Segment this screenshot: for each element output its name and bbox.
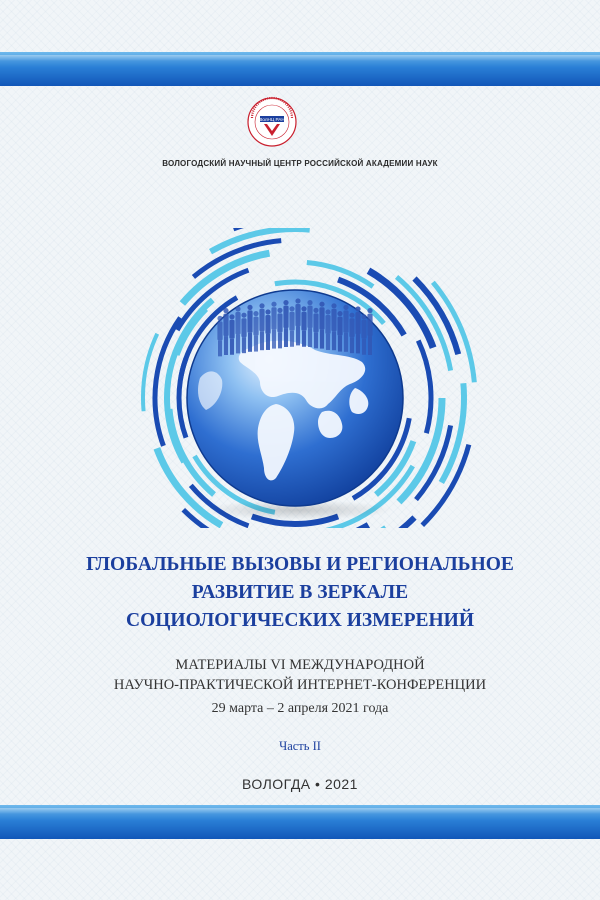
title-line: РАЗВИТИЕ В ЗЕРКАЛЕ	[191, 582, 409, 603]
subtitle-line: МАТЕРИАЛЫ VI МЕЖДУНАРОДНОЙ	[175, 657, 425, 673]
person-silhouette	[355, 306, 360, 353]
person-silhouette	[367, 308, 372, 355]
person-silhouette	[301, 306, 306, 347]
top-decorative-band	[0, 52, 600, 86]
arc-segment	[399, 398, 442, 502]
person-silhouette	[319, 302, 324, 349]
person-silhouette	[265, 309, 270, 350]
person-silhouette	[283, 300, 288, 347]
person-silhouette	[235, 306, 240, 353]
person-silhouette	[259, 303, 264, 350]
person-silhouette	[277, 308, 282, 349]
logo-text: ВолНЦ РАН	[259, 117, 285, 122]
globe-illustration	[100, 228, 500, 528]
person-silhouette	[343, 305, 348, 352]
person-silhouette	[241, 313, 246, 354]
person-silhouette	[271, 302, 276, 349]
person-silhouette	[331, 303, 336, 350]
person-silhouette	[253, 311, 258, 352]
person-silhouette	[307, 300, 312, 347]
book-title	[0, 551, 600, 635]
conference-dates: 29 марта – 2 апреля 2021 года	[211, 701, 389, 716]
subtitle-line: НАУЧНО-ПРАКТИЧЕСКОЙ ИНТЕРНЕТ-КОНФЕРЕНЦИИ	[113, 677, 487, 693]
arc-segment	[193, 241, 281, 277]
person-silhouette	[313, 308, 318, 349]
person-silhouette	[217, 316, 222, 357]
arc-segment	[418, 341, 431, 434]
person-silhouette	[295, 298, 300, 345]
title-line: ГЛОБАЛЬНЫЕ ВЫЗОВЫ И РЕГИОНАЛЬНОЕ	[86, 554, 514, 575]
person-silhouette	[349, 313, 354, 354]
title-line: СОЦИОЛОГИЧЕСКИХ ИЗМЕРЕНИЙ	[125, 610, 474, 631]
person-silhouette	[325, 309, 330, 350]
arc-segment	[211, 229, 310, 252]
person-silhouette	[361, 314, 366, 355]
bottom-decorative-band	[0, 805, 600, 839]
publisher-name: ВОЛОГОДСКИЙ НАУЧНЫЙ ЦЕНТР РОССИЙСКОЙ АКАДЕМИИ НАУК	[162, 159, 438, 168]
city-year: ВОЛОГДА • 2021	[242, 776, 358, 792]
person-silhouette	[223, 308, 228, 355]
publisher-logo-icon	[243, 96, 301, 150]
volume-part: Часть II	[279, 739, 321, 753]
person-silhouette	[337, 311, 342, 352]
conference-subtitle	[0, 655, 600, 695]
arc-segment	[179, 358, 186, 437]
person-silhouette	[289, 306, 294, 347]
person-silhouette	[247, 305, 252, 352]
person-silhouette	[229, 314, 234, 355]
